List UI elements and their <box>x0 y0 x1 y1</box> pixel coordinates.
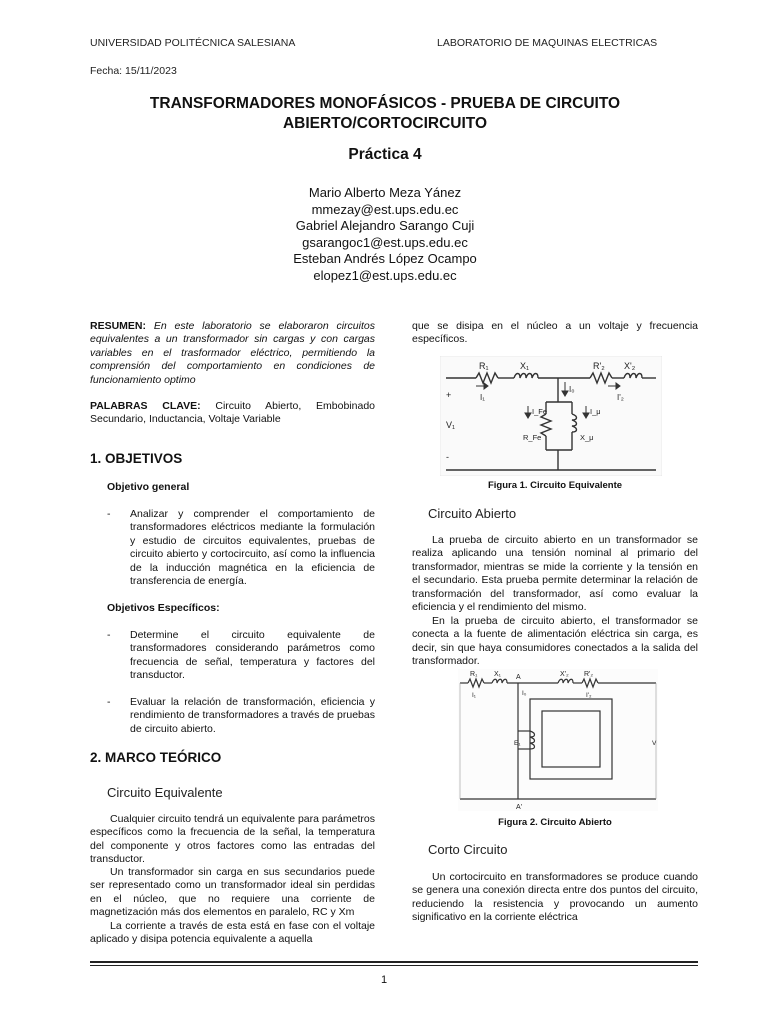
label-a: A <box>516 674 521 681</box>
keywords <box>90 400 375 427</box>
figure-open-circuit <box>458 669 658 811</box>
author-name: Gabriel Alejandro Sarango Cuji <box>295 218 475 233</box>
authors-block <box>90 185 680 284</box>
label-imu: I_μ <box>590 407 601 416</box>
label-i1: I₁ <box>480 393 485 402</box>
label-i2: I'₂ <box>617 393 624 402</box>
abstract-label: RESUMEN: <box>90 320 147 332</box>
author-name: Mario Alberto Meza Yánez <box>308 185 462 200</box>
footer-rule-thin <box>90 965 698 966</box>
label-plus: + <box>446 390 452 400</box>
list-item <box>107 629 375 683</box>
subheading-objetivos-especificos: Objetivos Específicos: <box>107 602 220 614</box>
bullet-dash: - <box>107 696 111 708</box>
author-email: gsarangoc1@est.ups.edu.ec <box>302 234 468 250</box>
label-i0: I₀ <box>569 385 575 394</box>
practice-number: Práctica 4 <box>348 146 422 163</box>
header-lab: LABORATORIO DE MAQUINAS ELECTRICAS <box>437 37 658 49</box>
objetivo-especifico-text: Evaluar la relación de transformación, eficiencia y rendimiento de transformadores a través de pruebas de circuito abierto. <box>130 696 375 735</box>
label-i1: I₁ <box>472 692 476 699</box>
figure1-caption: Figura 1. Circuito Equivalente <box>487 480 623 491</box>
bullet-dash: - <box>107 508 111 520</box>
paragraph: Un transformador sin carga en sus secundarios puede ser representado como un transformador ideal sin perdidas en el núcleo, que no requiere una corriente de magnetización más dos elementos en paralelo, RC y Xm <box>90 866 375 919</box>
page-number: 1 <box>380 974 388 986</box>
label-rfe: R_Fe <box>523 433 542 442</box>
paper-title-line2: ABIERTO/CORTOCIRCUITO <box>282 115 488 132</box>
label-x1: X₁ <box>520 361 530 371</box>
paper-title <box>90 94 680 134</box>
subheading-corto-circuito: Corto Circuito <box>428 842 508 857</box>
paragraph: En la prueba de circuito abierto, el transformador se conecta a la fuente de alimentación eléctrica sin carga, es decir, sin que haya consumidores conectados a la salida del transformador. <box>412 615 698 668</box>
paragraph: Cualquier circuito tendrá un equivalente para parámetros específicos como la frecuencia de la señal, la temperatura del componente y otros factores como las entradas del transductor. <box>90 813 375 866</box>
label-x1: X₁ <box>494 671 502 678</box>
abstract-text: En este laboratorio se elaboraron circuitos equivalentes a un transformador sin cargas y con cargas variables en el trasformador eléctrico, permitiendo la comprensión del comportamiento en condiciones de funcionamiento optimo <box>90 320 375 386</box>
label-v: V <box>652 740 657 747</box>
label-ife: I_Fe <box>532 407 548 416</box>
label-v1: V₁ <box>446 420 456 430</box>
abstract <box>90 320 375 387</box>
label-r1: R₁ <box>470 671 478 678</box>
keywords-text: Circuito Abierto, Embobinado Secundario, Inductancia, Voltaje Variable <box>90 400 376 426</box>
paragraph: La prueba de circuito abierto en un transformador se realiza aplicando una tensión nominal al primario del transformador, mientras se mide la corriente y la tensión en el secundario. Esta prueba permite determinar la relación de transformación del transformador, así como evaluar la eficiencia y el rendimiento del mismo. <box>412 534 698 614</box>
bullet-dash: - <box>107 629 111 641</box>
list-item <box>107 696 375 736</box>
author-email: elopez1@est.ups.edu.ec <box>313 267 457 283</box>
subheading-circuito-equivalente: Circuito Equivalente <box>107 785 223 800</box>
label-xmu: X_μ <box>580 433 594 442</box>
paragraph: La corriente a través de esta está en fase con el voltaje aplicado y disipa potencia equivalente a aquella <box>90 920 375 946</box>
section-heading-objetivos: 1. OBJETIVOS <box>90 451 183 466</box>
list-item <box>107 508 375 588</box>
label-i0: I₀ <box>522 690 527 697</box>
label-r1: R₁ <box>479 361 489 371</box>
label-i2: I'₂ <box>586 692 592 699</box>
label-x2: X'₂ <box>560 671 569 678</box>
label-e1: E₁ <box>514 740 521 747</box>
header-university: UNIVERSIDAD POLITÉCNICA SALESIANA <box>90 37 296 49</box>
label-aprime: A' <box>516 804 523 811</box>
label-r2: R'₂ <box>593 361 605 371</box>
author-name: Esteban Andrés López Ocampo <box>293 251 477 266</box>
label-r2: R'₂ <box>584 671 594 678</box>
paragraph-continued: que se disipa en el núcleo a un voltaje y frecuencia específicos. <box>412 320 698 346</box>
label-minus: - <box>446 452 449 462</box>
keywords-label: PALABRAS CLAVE: <box>90 400 201 412</box>
figure2-caption: Figura 2. Circuito Abierto <box>498 817 612 828</box>
subheading-circuito-abierto: Circuito Abierto <box>428 506 517 521</box>
objetivo-general-text: Analizar y comprender el comportamiento de transformadores eléctricos mediante la formulación y estudio de circuitos equivalentes, pruebas de circuito abierto y cortocircuito, así como la influencia de la inducción magnética en la eficiencia de transferencia de energía. <box>130 508 375 588</box>
paragraph: Un cortocircuito en transformadores se produce cuando se genera una conexión directa entre dos puntos del circuito, reduciendo la resistencia y provocando un aumento significativo en la corriente eléctrica <box>412 871 698 924</box>
author-email: mmezay@est.ups.edu.ec <box>311 201 459 217</box>
header-date: Fecha: 15/11/2023 <box>90 65 177 77</box>
figure-equivalent-circuit <box>440 356 662 476</box>
section-heading-marco: 2. MARCO TEÓRICO <box>90 750 222 765</box>
footer-rule <box>90 961 698 963</box>
objetivo-especifico-text: Determine el circuito equivalente de transformadores considerando parámetros como frecuencia de señal, temperatura y factores del transductor. <box>130 629 375 682</box>
subheading-objetivo-general: Objetivo general <box>107 481 190 493</box>
label-x2: X'₂ <box>624 361 636 371</box>
paper-title-line1: TRANSFORMADORES MONOFÁSICOS - PRUEBA DE CIRCUITO <box>149 95 621 112</box>
